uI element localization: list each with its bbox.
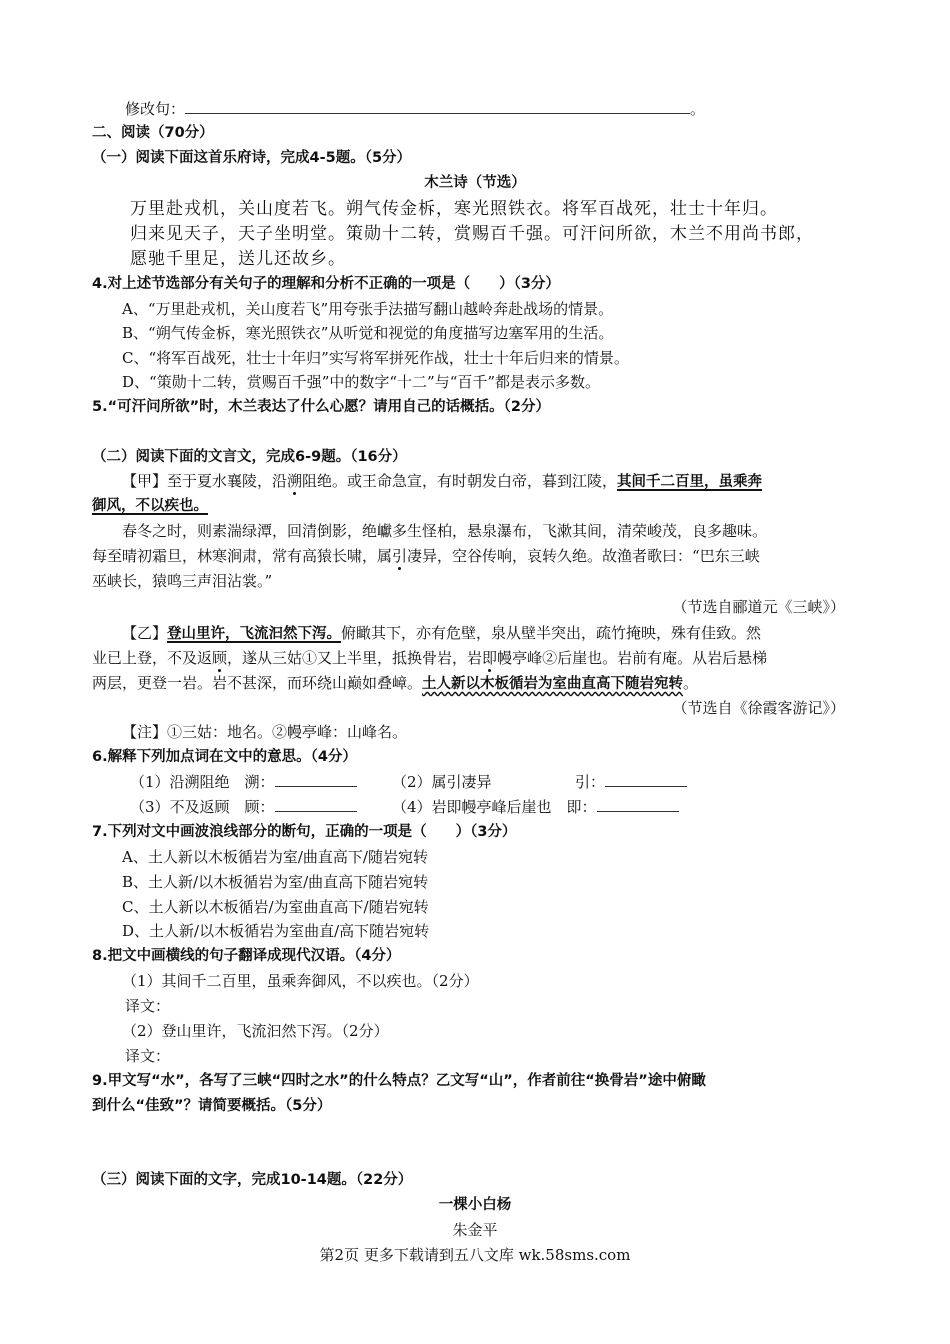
revise-end: 。 xyxy=(690,100,706,118)
dotted-word-yin: 引 xyxy=(392,547,408,565)
q6-item-2: （2）属引凄异 xyxy=(392,773,492,791)
q8-translation-label-1: 译文： xyxy=(125,997,171,1015)
q9-stem-line1: 9.甲文写“水”，各写了三峡“四时之水”的什么特点？乙文写“山”，作者前往“换骨岩”途中俯瞰 xyxy=(92,1073,706,1089)
jia-para1-line2 xyxy=(92,495,208,517)
poem-title: 木兰诗（节选） xyxy=(424,175,526,191)
q4-option-c: C、“将军百战死，壮士十年归”实写将军拼死作战，壮士十年后归来的情景。 xyxy=(122,349,629,367)
page-footer: 第2页 更多下载请到五八文库 wk.58sms.com xyxy=(319,1246,631,1264)
revise-label: 修改句： xyxy=(125,100,186,118)
revise-answer-blank[interactable] xyxy=(185,99,690,114)
part2-heading: （二）阅读下面的文言文，完成6-9题。（16分） xyxy=(92,449,407,465)
q6-answer-blank-3[interactable] xyxy=(275,797,357,812)
jia-para1-line1 xyxy=(122,470,762,493)
dotted-word-su: 溯 xyxy=(287,472,303,490)
annotation-note: 【注】①三姑：地名。②幔亭峰：山峰名。 xyxy=(122,723,408,741)
yi-line2 xyxy=(92,647,767,669)
q8-stem: 8.把文中画横线的句子翻译成现代汉语。（4分） xyxy=(92,948,401,964)
dotted-word-ji: 即 xyxy=(482,649,498,667)
part1-heading: （一）阅读下面这首乐府诗，完成4-5题。（5分） xyxy=(92,150,412,166)
yi-text: 。 xyxy=(683,674,699,692)
underlined-sentence-2: 登山里许，飞流汩然下泻。 xyxy=(167,626,342,642)
yi-label: 【乙】 xyxy=(122,624,168,642)
jia-source: （节选自郦道元《三峡》） xyxy=(672,598,845,616)
story-author: 朱金平 xyxy=(452,1221,498,1239)
q7-option-a: A、土人新以木板循岩为室/曲直高下/随岩宛转 xyxy=(122,848,428,866)
q6-answer-blank-1[interactable] xyxy=(275,772,357,787)
yi-text: 业已上登，不及返 xyxy=(92,649,213,667)
q6-item-2b xyxy=(575,771,687,793)
yi-text: 两层，更登一岩。岩不甚深，而环绕山巅如叠嶂。 xyxy=(92,674,423,692)
underlined-sentence-1a: 其间千二百里，虽乘奔 xyxy=(617,474,763,490)
story-title: 一棵小白杨 xyxy=(438,1197,512,1213)
q4-option-b: B、“朔气传金柝，寒光照铁衣”从听觉和视觉的角度描写边塞军用的生活。 xyxy=(122,324,614,342)
q6-stem: 6.解释下列加点词在文中的意思。（4分） xyxy=(92,749,357,765)
q5-stem: 5.“可汗问所欲”时，木兰表达了什么心愿？请用自己的话概括。（2分） xyxy=(92,399,550,415)
jia-text: 每至晴初霜旦，林寒涧肃，常有高猿长啸，属 xyxy=(92,547,393,565)
jia-para2-line2 xyxy=(92,545,760,567)
q9-stem-line2: 到什么“佳致”？请简要概括。（5分） xyxy=(92,1098,332,1114)
q6-answer-blank-2[interactable] xyxy=(605,772,687,787)
yi-source: （节选自《徐霞客游记》） xyxy=(672,699,845,717)
underlined-sentence-1b: 御风，不以疾也。 xyxy=(92,498,208,514)
yi-text: ，遂从三姑①又上半里，抵换骨岩，岩 xyxy=(227,649,483,667)
poem-line-3: 愿驰千里足，送儿还故乡。 xyxy=(130,249,346,269)
part3-heading: （三）阅读下面的文字，完成10-14题。（22分） xyxy=(92,1172,413,1188)
q6-item-1-label: （1）沿溯阻绝 溯： xyxy=(130,773,275,791)
q4-stem: 4.对上述节选部分有关句子的理解和分析不正确的一项是（ ）（3分） xyxy=(92,276,560,292)
yi-text: 幔亭峰②后崖也。岩前有庵。从岩后悬梯 xyxy=(497,649,768,667)
dotted-word-gu: 顾 xyxy=(212,649,228,667)
q4-option-a: A、“万里赴戎机，关山度若飞”用夸张手法描写翻山越岭奔赴战场的情景。 xyxy=(122,300,614,318)
q8-sentence-1: （1）其间千二百里，虽乘奔御风，不以疾也。（2分） xyxy=(122,972,479,990)
jia-text: 凄异，空谷传响，哀转久绝。故渔者歌曰：“巴东三峡 xyxy=(407,547,760,565)
jia-text: 阻绝。或王命急宣，有时朝发白帝，暮到江陵， xyxy=(302,472,618,490)
q6-item-3-label: （3）不及返顾 顾： xyxy=(130,798,275,816)
revise-line xyxy=(125,98,705,120)
yi-line3 xyxy=(92,672,698,695)
wavy-underlined-sentence: 土人新以木板循岩为室曲直高下随岩宛转 xyxy=(422,676,684,692)
q8-translation-label-2: 译文： xyxy=(125,1047,171,1065)
q7-option-b: B、土人新/以木板循岩为室/曲直高下随岩宛转 xyxy=(122,873,429,891)
q6-item-3 xyxy=(130,796,357,818)
jia-text: 【甲】至于夏水襄陵，沿 xyxy=(122,472,288,490)
q8-sentence-2: （2）登山里许，飞流汩然下泻。（2分） xyxy=(122,1022,389,1040)
section2-title: 二、阅读（70分） xyxy=(92,125,214,141)
q7-stem: 7.下列对文中画波浪线部分的断句，正确的一项是（ ）（3分） xyxy=(92,824,517,840)
q6-item-4-label: （4）岩即幔亭峰后崖也 即： xyxy=(392,798,597,816)
q7-option-c: C、土人新以木板循岩/为室曲直高下/随岩宛转 xyxy=(122,898,429,916)
jia-para2-line3: 巫峡长，猿鸣三声泪沾裳。” xyxy=(92,572,273,590)
poem-line-2: 归来见天子，天子坐明堂。策勋十二转，赏赐百千强。可汗问所欲，木兰不用尚书郎， xyxy=(130,224,814,244)
q6-item-1 xyxy=(130,771,357,793)
q7-option-d: D、土人新/以木板循岩为室曲直/高下随岩宛转 xyxy=(122,922,430,940)
q6-item-4 xyxy=(392,796,679,818)
jia-para2-line1: 春冬之时，则素湍绿潭，回清倒影，绝巘多生怪柏，悬泉瀑布，飞漱其间，清荣峻茂，良多趣味。 xyxy=(122,522,768,540)
q6-answer-blank-4[interactable] xyxy=(597,797,679,812)
yi-line1 xyxy=(122,622,761,645)
q4-option-d: D、“策勋十二转，赏赐百千强”中的数字“十二”与“百千”都是表示多数。 xyxy=(122,373,601,391)
q6-item-2-label: 引： xyxy=(575,773,606,791)
yi-text: 俯瞰其下，亦有危壁，泉从壁半突出，疏竹掩映，殊有佳致。然 xyxy=(341,624,762,642)
poem-line-1: 万里赴戎机，关山度若飞。朔气传金柝，寒光照铁衣。将军百战死，壮士十年归。 xyxy=(130,199,778,219)
